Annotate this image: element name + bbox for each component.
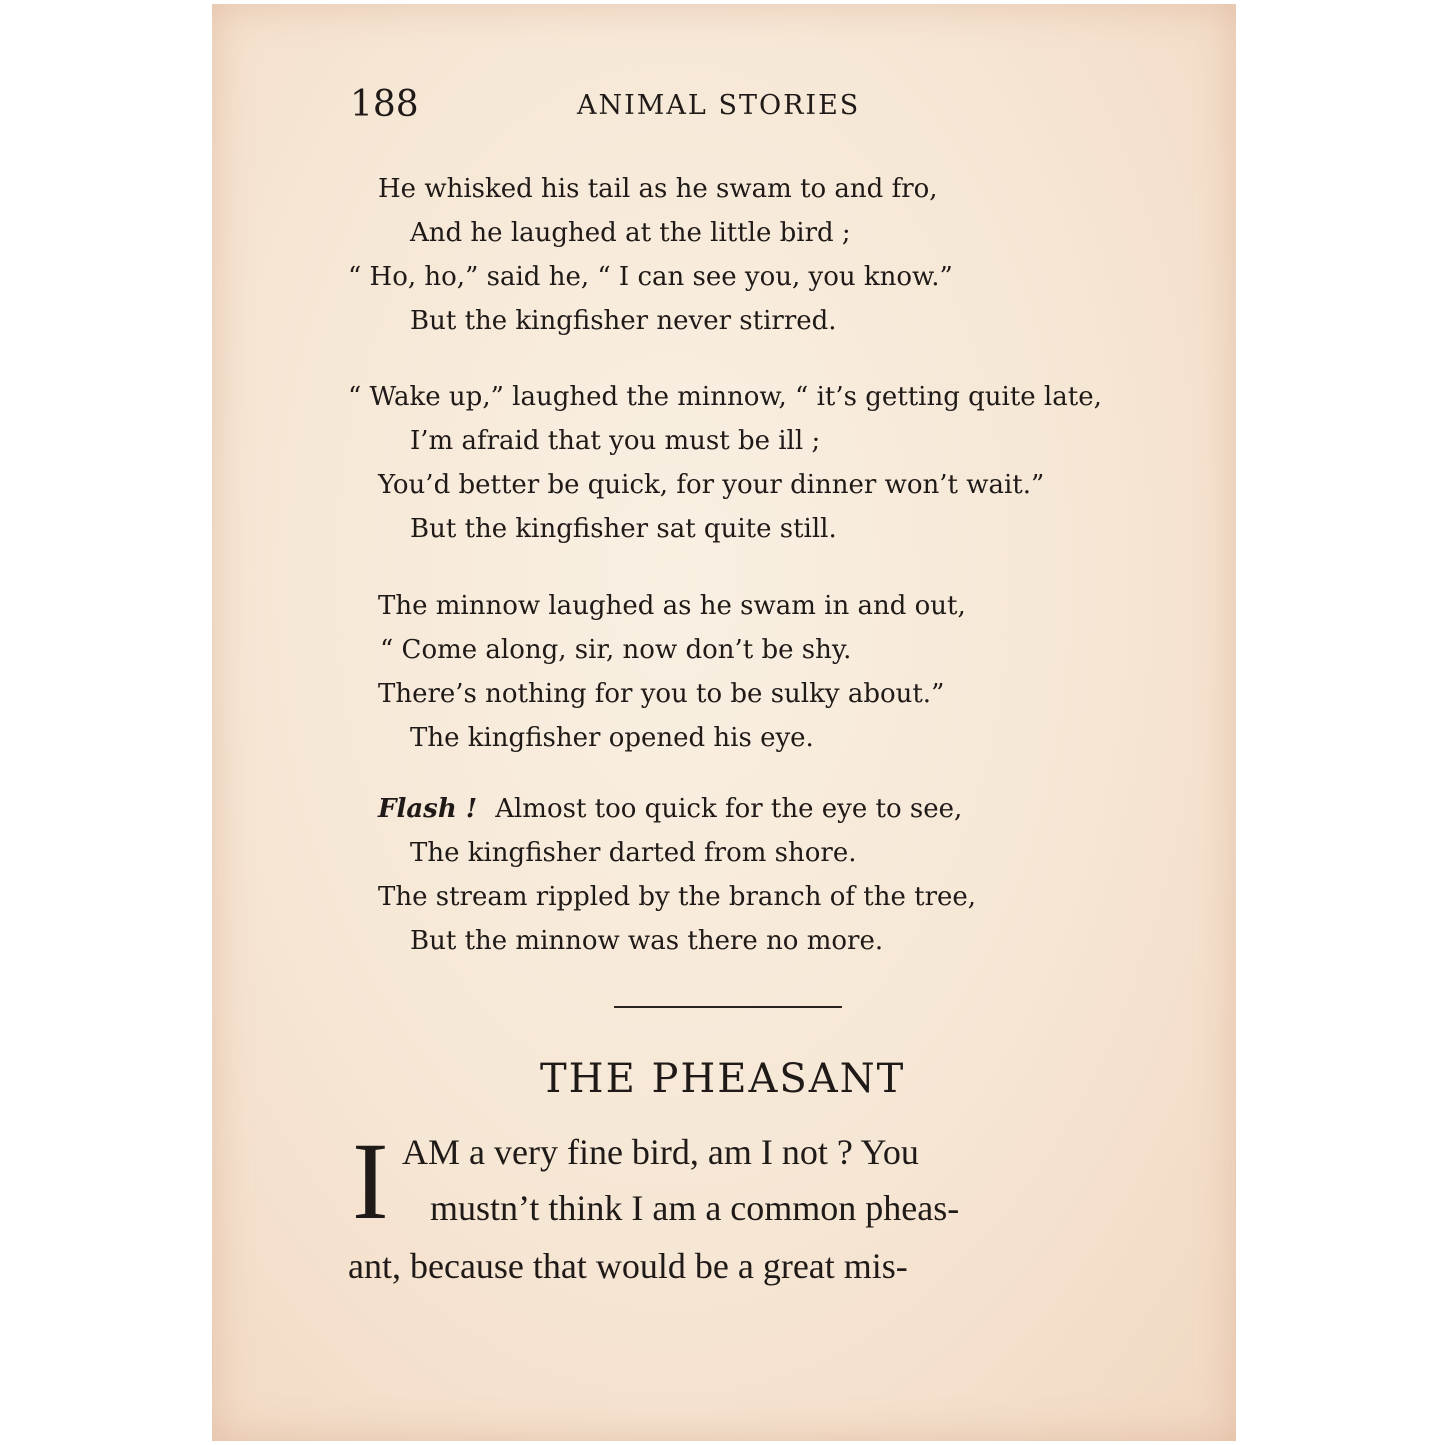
prose-line: AM a very fine bird, am I not ? You xyxy=(402,1132,919,1172)
page-number: 188 xyxy=(350,84,419,125)
poem-line: And he laughed at the little bird ; xyxy=(410,218,851,248)
flash-word: Flash ! xyxy=(378,794,478,824)
poem-line: But the minnow was there no more. xyxy=(410,926,884,956)
section-title: THE PHEASANT xyxy=(540,1056,906,1102)
poem-line: But the kingfisher never stirred. xyxy=(410,306,837,336)
poem-line: There’s nothing for you to be sulky about.” xyxy=(378,679,945,709)
poem-line: The minnow laughed as he swam in and out, xyxy=(378,591,966,621)
poem-line: I’m afraid that you must be ill ; xyxy=(410,426,821,456)
running-head: ANIMAL STORIES xyxy=(577,90,861,121)
drop-cap: I xyxy=(352,1120,389,1242)
poem-line-text: Almost too quick for the eye to see, xyxy=(495,794,963,824)
poem-line: The stream rippled by the branch of the tree, xyxy=(378,882,977,912)
book-page xyxy=(212,4,1236,1441)
poem-line: “ Wake up,” laughed the minnow, “ it’s getting quite late, xyxy=(348,382,1102,412)
poem-line: But the kingfisher sat quite still. xyxy=(410,514,837,544)
poem-line: “ Come along, sir, now don’t be shy. xyxy=(380,635,852,665)
poem-line xyxy=(378,794,962,824)
poem-line: The kingfisher darted from shore. xyxy=(410,838,857,868)
poem-line: “ Ho, ho,” said he, “ I can see you, you know.” xyxy=(348,262,953,292)
poem-line: You’d better be quick, for your dinner won’t wait.” xyxy=(378,470,1045,500)
section-divider xyxy=(614,1006,842,1008)
poem-line: He whisked his tail as he swam to and fro, xyxy=(378,174,938,204)
poem-line: The kingfisher opened his eye. xyxy=(410,723,814,753)
prose-line: ant, because that would be a great mis- xyxy=(348,1246,908,1286)
prose-line: mustn’t think I am a common pheas- xyxy=(430,1188,960,1228)
